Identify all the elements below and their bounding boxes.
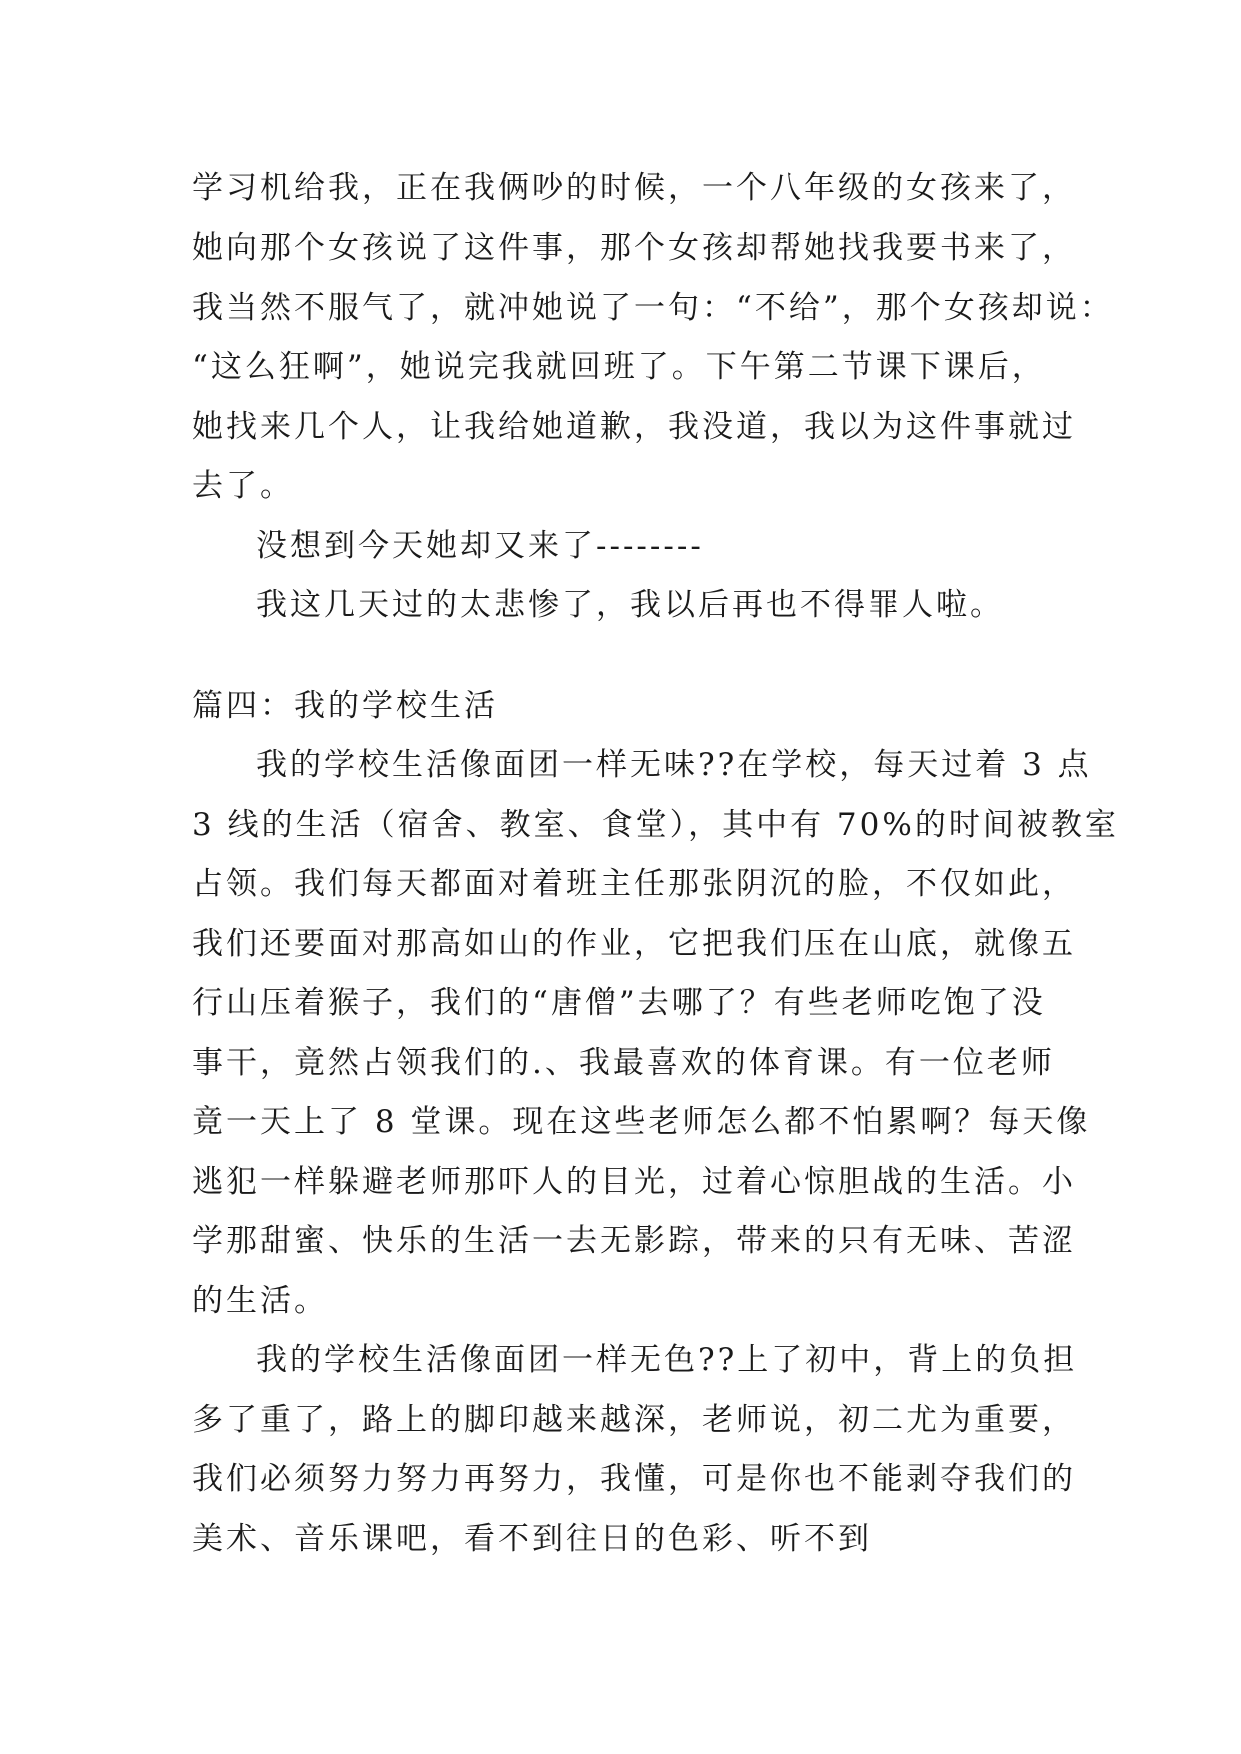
paragraph-line: 我当然不服气了，就冲她说了一句：“不给”，那个女孩却说：	[192, 290, 1114, 326]
paragraph-line: 3 线的生活（宿舍、教室、食堂），其中有 70%的时间被教室	[192, 807, 1119, 843]
paragraph-line: 竟一天上了 8 堂课。现在这些老师怎么都不怕累啊？每天像	[192, 1104, 1091, 1140]
paragraph-line: 去了。	[192, 468, 294, 504]
paragraph-line: 占领。我们每天都面对着班主任那张阴沉的脸，不仅如此，	[192, 866, 1076, 902]
paragraph-line: 她向那个女孩说了这件事，那个女孩却帮她找我要书来了，	[192, 230, 1076, 266]
paragraph-line: 没想到今天她却又来了--------	[256, 528, 704, 564]
paragraph-line: 学习机给我，正在我俩吵的时候，一个八年级的女孩来了，	[192, 170, 1076, 206]
paragraph-line: 我们还要面对那高如山的作业，它把我们压在山底，就像五	[192, 926, 1076, 962]
paragraph-line: 行山压着猴子，我们的“唐僧”去哪了？有些老师吃饱了没	[192, 985, 1046, 1021]
paragraph-line: 美术、音乐课吧，看不到往日的色彩、听不到	[192, 1521, 872, 1557]
paragraph-line: 逃犯一样躲避老师那吓人的目光，过着心惊胆战的生活。小	[192, 1164, 1076, 1200]
paragraph-line: “这么狂啊”，她说完我就回班了。下午第二节课下课后，	[192, 349, 1046, 385]
paragraph-line: 事干，竟然占领我们的.、我最喜欢的体育课。有一位老师	[192, 1045, 1055, 1081]
section-heading: 篇四：我的学校生活	[192, 688, 498, 724]
paragraph-line: 我们必须努力努力再努力，我懂，可是你也不能剥夺我们的	[192, 1461, 1076, 1497]
paragraph-line: 的生活。	[192, 1283, 328, 1319]
paragraph-line: 我的学校生活像面团一样无色??上了初中，背上的负担	[256, 1342, 1078, 1378]
paragraph-line: 我这几天过的太悲惨了，我以后再也不得罪人啦。	[256, 587, 1004, 623]
paragraph-line: 我的学校生活像面团一样无味??在学校，每天过着 3 点	[256, 747, 1092, 783]
paragraph-line: 她找来几个人，让我给她道歉，我没道，我以为这件事就过	[192, 409, 1076, 445]
paragraph-line: 多了重了，路上的脚印越来越深，老师说，初二尤为重要，	[192, 1402, 1076, 1438]
paragraph-line: 学那甜蜜、快乐的生活一去无影踪，带来的只有无味、苦涩	[192, 1223, 1076, 1259]
